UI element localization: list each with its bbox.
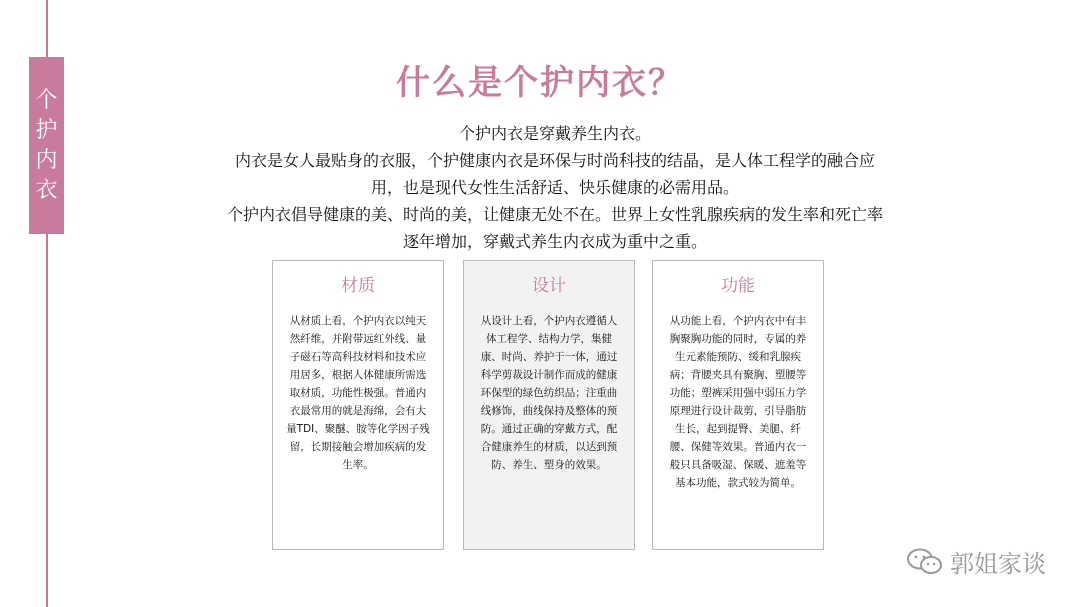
- watermark-text: 郭姐家谈: [950, 550, 1046, 578]
- page-title: 什么是个护内衣？: [396, 63, 684, 103]
- intro-line: 个护内衣是穿戴养生内衣。: [458, 124, 651, 143]
- card-material: [272, 260, 444, 550]
- intro-text: [220, 120, 890, 255]
- card-body: 从设计上看，个护内衣遵循人体工程学、结构力学，集健康、时尚、养护于一体，通过科学剪裁设计制作而成的健康环保型的绿色纺织品；注重曲线修饰，曲线保持及整体的预防。通过正确的穿戴方式，配合健康养生的材质，以达到预防、养生、塑身的效果。: [480, 315, 618, 471]
- card-body: 从材质上看，个护内衣以纯天然纤维，并附带远红外线、量子磁石等高科技材料和技术应用居多，根据人体健康所需选取材质，功能性极强。普通内衣最常用的就是海绵，会有大量TDI、聚醚、胺等化学因子残留，长期接触会增加疾病的发生率。: [286, 315, 430, 471]
- wechat-icon: [906, 548, 944, 576]
- card-title: 材质: [341, 276, 375, 296]
- card-title: 设计: [532, 276, 566, 296]
- card-function: [652, 260, 824, 550]
- intro-paragraph: 内衣是女人最贴身的衣服，个护健康内衣是环保与时尚科技的结晶，是人体工程学的融合应用，也是现代女性生活舒适、快乐健康的必需用品。: [234, 151, 875, 197]
- side-tab-char: 护: [35, 117, 58, 143]
- side-tab-char: 内: [35, 147, 58, 173]
- card-body: 从功能上看，个护内衣中有丰胸聚胸功能的同时，专属的养生元素能预防、缓和乳腺疾病；背腰夹具有聚胸、塑腰等功能；塑裤采用强中弱压力学原理进行设计裁剪，引导脂肪生长，起到提臀、美腿、纤腰、保健等效果。普通内衣一般只具备吸湿、保暖、遮羞等基本功能，款式较为简单。: [669, 315, 807, 489]
- card-title: 功能: [721, 276, 755, 296]
- card-design: [463, 260, 635, 550]
- side-tab-char: 衣: [35, 177, 58, 203]
- side-tab-char: 个: [35, 87, 58, 113]
- intro-paragraph: 个护内衣倡导健康的美、时尚的美，让健康无处不在。世界上女性乳腺疾病的发生率和死亡率逐年增加，穿戴式养生内衣成为重中之重。: [226, 205, 883, 251]
- watermark: [906, 544, 1046, 579]
